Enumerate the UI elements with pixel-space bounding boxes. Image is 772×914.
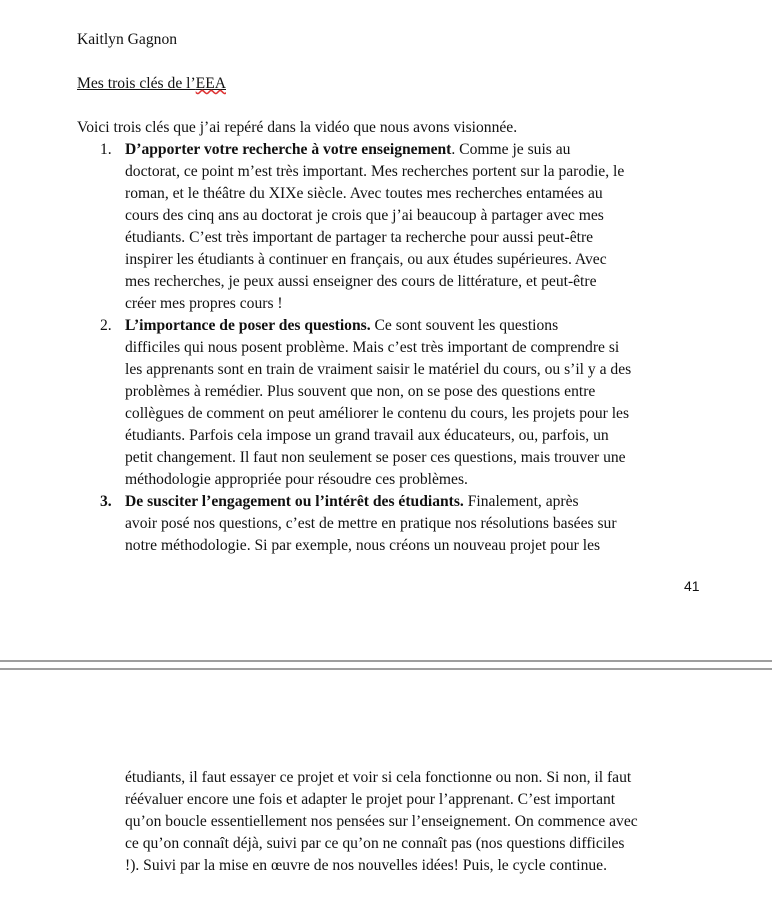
- list-item-2-line-1: [125, 315, 717, 337]
- list-item-2-text-line: les apprenants sont en train de vraiment saisir le matériel du cours, ou s’il y a des: [125, 361, 632, 378]
- continued-line: ce qu’on connaît déjà, suivi par ce qu’on ne connaît pas (nos questions difficiles: [125, 835, 625, 852]
- list-item-1-text-line: inspirer les étudiants à continuer en français, ou aux études supérieures. Avec: [125, 251, 607, 268]
- continued-line: réévaluer encore une fois et adapter le projet pour l’apprenant. C’est important: [125, 791, 616, 808]
- page-separator: [0, 660, 772, 670]
- list-item-1-text-line: mes recherches, je peux aussi enseigner des cours de littérature, et peut-être: [125, 273, 597, 290]
- keys-list: [77, 139, 717, 557]
- list-item-3-lead: De susciter l’engagement ou l’intérêt des étudiants.: [125, 493, 464, 510]
- list-item-1-text-line: roman, et le théâtre du XIXe siècle. Avec toutes mes recherches entamées au: [125, 185, 603, 202]
- list-item-2-text-line: méthodologie appropriée pour résoudre ces problèmes.: [125, 471, 468, 488]
- continued-line: étudiants, il faut essayer ce projet et voir si cela fonctionne ou non. Si non, il faut: [125, 769, 632, 786]
- continued-paragraph: [125, 767, 725, 877]
- continued-line: qu’on boucle essentiellement nos pensées sur l’enseignement. On commence avec: [125, 813, 638, 830]
- list-item-1-first-rest: . Comme je suis au: [451, 141, 571, 158]
- title-prefix: Mes trois clés de l’: [77, 75, 196, 92]
- document-title: [77, 73, 226, 95]
- list-item-2-text-line: collègues de comment on peut améliorer le contenu du cours, les projets pour les: [125, 405, 630, 422]
- list-item-2-lead: L’importance de poser des questions.: [125, 317, 371, 334]
- list-number-1: 1.: [100, 141, 112, 158]
- list-item-1-text-line: cours des cinq ans au doctorat je crois que j’ai beaucoup à partager avec mes: [125, 207, 604, 224]
- list-item-1-text-line: créer mes propres cours !: [125, 295, 283, 312]
- list-item-1: [77, 139, 717, 315]
- list-item-1-line-1: [125, 139, 717, 161]
- list-item-2-text-line: problèmes à remédier. Plus souvent que non, on se pose des questions entre: [125, 383, 596, 400]
- list-number-3: 3.: [100, 493, 112, 510]
- list-item-3-text-line: notre méthodologie. Si par exemple, nous créons un nouveau projet pour les: [125, 537, 601, 554]
- list-item-2-text-line: étudiants. Parfois cela impose un grand travail aux éducateurs, ou, parfois, un: [125, 427, 609, 444]
- continued-line: !). Suivi par la mise en œuvre de nos nouvelles idées! Puis, le cycle continue.: [125, 857, 607, 874]
- list-item-3: [77, 491, 717, 557]
- list-item-2-text-line: difficiles qui nous posent problème. Mais c’est très important de comprendre si: [125, 339, 620, 356]
- list-item-3-line-1: [125, 491, 717, 513]
- author-name: Kaitlyn Gagnon: [77, 31, 178, 48]
- list-item-1-lead: D’apporter votre recherche à votre enseignement: [125, 141, 452, 158]
- list-number-2: 2.: [100, 317, 112, 334]
- list-item-1-text-line: doctorat, ce point m’est très important. Mes recherches portent sur la parodie, le: [125, 163, 625, 180]
- list-item-2-text-line: petit changement. Il faut non seulement se poser ces questions, mais trouver une: [125, 449, 626, 466]
- title-eea-misspelled: EEA: [195, 75, 226, 92]
- list-item-3-first-rest: Finalement, après: [463, 493, 579, 510]
- list-item-1-text-line: étudiants. C’est très important de partager ta recherche pour aussi peut-être: [125, 229, 594, 246]
- page-number: 41: [684, 578, 700, 594]
- intro-paragraph: Voici trois clés que j’ai repéré dans la vidéo que nous avons visionnée.: [77, 119, 518, 136]
- list-item-3-text-line: avoir posé nos questions, c’est de mettre en pratique nos résolutions basées sur: [125, 515, 617, 532]
- list-item-2-first-rest: Ce sont souvent les questions: [370, 317, 559, 334]
- list-item-2: [77, 315, 717, 491]
